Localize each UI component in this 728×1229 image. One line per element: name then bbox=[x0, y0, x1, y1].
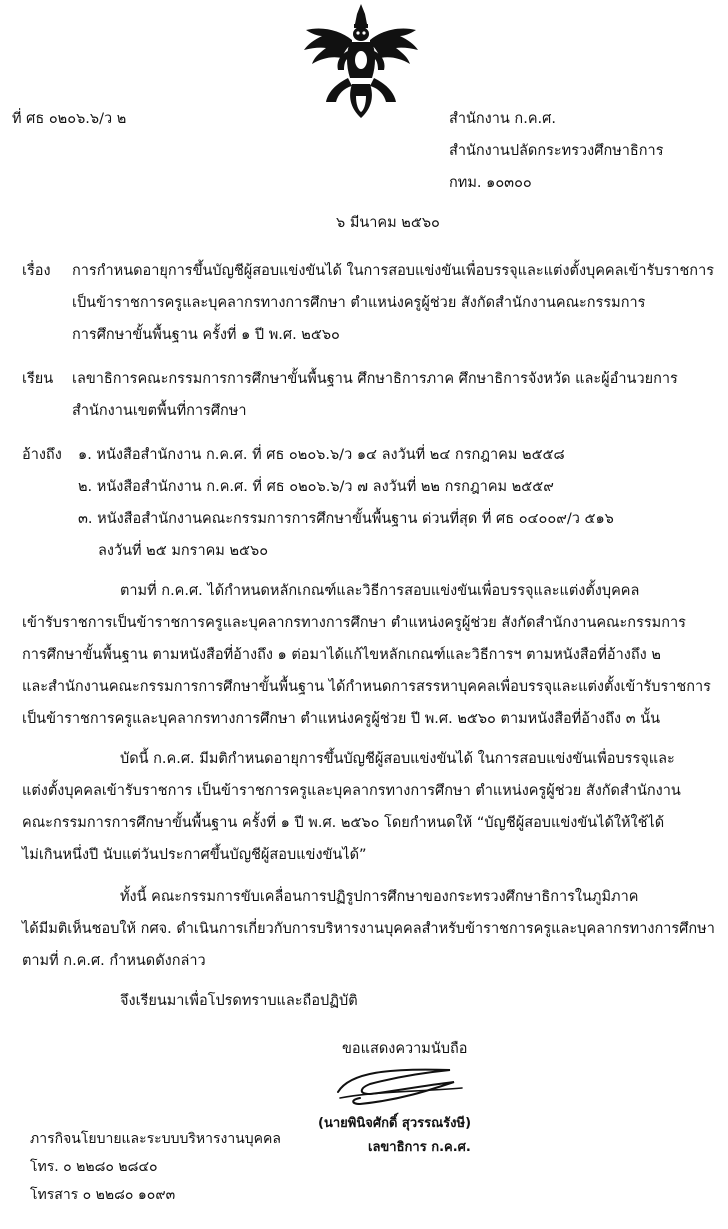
recipient-line: เลขาธิการคณะกรรมการการศึกษาขั้นพื้นฐาน ศึกษาธิการภาค ศึกษาธิการจังหวัด และผู้อำนวยการ bbox=[72, 371, 678, 387]
body-paragraph-2-line: แต่งตั้งบุคคลเข้ารับราชการ เป็นข้าราชการครูและบุคลากรทางการศึกษา ตำแหน่งครูผู้ช่วย สังกัดสำนักงาน bbox=[22, 783, 681, 799]
reference-item: ๒. หนังสือสำนักงาน ก.ค.ศ. ที่ ศธ ๐๒๐๖.๖/ว ๗ ลงวันที่ ๒๒ กรกฎาคม ๒๕๕๙ bbox=[78, 479, 554, 495]
recipient-label: เรียน bbox=[22, 371, 54, 387]
body-paragraph-1-line: เป็นข้าราชการครูและบุคลากรทางการศึกษา ตำแหน่งครูผู้ช่วย ปี พ.ศ. ๒๕๖๐ ตามหนังสือที่อ้างถึง ๓ นั้น bbox=[22, 711, 661, 727]
footer-department: ภารกิจนโยบายและระบบบริหารงานบุคคล bbox=[30, 1131, 281, 1147]
body-paragraph-2-line: บัดนี้ ก.ค.ศ. มีมติกำหนดอายุการขึ้นบัญชีผู้สอบแข่งขันได้ ในการสอบแข่งขันเพื่อบรรจุและ bbox=[120, 751, 675, 767]
reference-item: ๓. หนังสือสำนักงานคณะกรรมการการศึกษาขั้นพื้นฐาน ด่วนที่สุด ที่ ศธ ๐๔๐๐๙/ว ๕๑๖ bbox=[78, 511, 614, 527]
address: กทม. ๑๐๓๐๐ bbox=[449, 175, 532, 191]
ministry-office: สำนักงานปลัดกระทรวงศึกษาธิการ bbox=[449, 143, 664, 159]
body-paragraph-1-line: และสำนักงานคณะกรรมการการศึกษาขั้นพื้นฐาน ได้กำหนดการสรรหาบุคคลเพื่อบรรจุและแต่งตั้งเข้ารับราชการ bbox=[22, 679, 711, 695]
body-paragraph-2-line: ไม่เกินหนึ่งปี นับแต่วันประกาศขึ้นบัญชีผู้สอบแข่งขันได้” bbox=[22, 847, 367, 863]
salutation: ขอแสดงความนับถือ bbox=[342, 1041, 468, 1057]
signer-name: (นายพินิจศักดิ์ สุวรรณรังษี) bbox=[318, 1116, 472, 1131]
body-paragraph-1-line: การศึกษาขั้นพื้นฐาน ตามหนังสือที่อ้างถึง ๑ ต่อมาได้แก้ไขหลักเกณฑ์และวิธีการฯ ตามหนังสือที่อ้างถึง ๒ bbox=[22, 647, 661, 663]
body-paragraph-3-line: ตามที่ ก.ค.ศ. กำหนดดังกล่าว bbox=[22, 953, 206, 969]
garuda-emblem-icon bbox=[300, 0, 422, 122]
recipient-line: สำนักงานเขตพื้นที่การศึกษา bbox=[72, 403, 247, 419]
body-paragraph-1-line: ตามที่ ก.ค.ศ. ได้กำหนดหลักเกณฑ์และวิธีการสอบแข่งขันเพื่อบรรจุและแต่งตั้งบุคคล bbox=[120, 583, 640, 599]
signer-title: เลขาธิการ ก.ค.ศ. bbox=[368, 1140, 471, 1155]
references-label: อ้างถึง bbox=[22, 447, 62, 463]
subject-line: การกำหนดอายุการขึ้นบัญชีผู้สอบแข่งขันได้ ในการสอบแข่งขันเพื่อบรรจุและแต่งตั้งบุคคลเข้ารับราชการ bbox=[72, 263, 714, 279]
reference-item: ๑. หนังสือสำนักงาน ก.ค.ศ. ที่ ศธ ๐๒๐๖.๖/ว ๑๔ ลงวันที่ ๒๔ กรกฎาคม ๒๕๕๘ bbox=[78, 447, 565, 463]
handwritten-signature-icon bbox=[330, 1062, 470, 1110]
agency-name: สำนักงาน ก.ค.ศ. bbox=[449, 111, 556, 127]
closing-request: จึงเรียนมาเพื่อโปรดทราบและถือปฏิบัติ bbox=[120, 993, 358, 1009]
subject-line: การศึกษาขั้นพื้นฐาน ครั้งที่ ๑ ปี พ.ศ. ๒๕๖๐ bbox=[72, 327, 340, 343]
body-paragraph-3-line: ทั้งนี้ คณะกรรมการขับเคลื่อนการปฏิรูปการศึกษาของกระทรวงศึกษาธิการในภูมิภาค bbox=[120, 889, 639, 905]
subject-label: เรื่อง bbox=[22, 263, 51, 279]
footer-fax: โทรสาร ๐ ๒๒๘๐ ๑๐๙๓ bbox=[30, 1187, 176, 1203]
body-paragraph-1-line: เข้ารับราชการเป็นข้าราชการครูและบุคลากรทางการศึกษา ตำแหน่งครูผู้ช่วย สังกัดสำนักงานคณะกรรมการ bbox=[22, 615, 686, 631]
document-date: ๖ มีนาคม ๒๕๖๐ bbox=[336, 215, 440, 231]
reference-number: ที่ ศธ ๐๒๐๖.๖/ว ๒ bbox=[12, 111, 127, 127]
footer-phone: โทร. ๐ ๒๒๘๐ ๒๘๔๐ bbox=[30, 1159, 158, 1175]
body-paragraph-3-line: ได้มีมติเห็นชอบให้ กศจ. ดำเนินการเกี่ยวกับการบริหารงานบุคคลสำหรับข้าราชการครูและบุคลากรทางการศึกษา bbox=[22, 921, 715, 937]
body-paragraph-2-line: คณะกรรมการการศึกษาขั้นพื้นฐาน ครั้งที่ ๑ ปี พ.ศ. ๒๕๖๐ โดยกำหนดให้ “บัญชีผู้สอบแข่งขันได้ให้ใช้ได้ bbox=[22, 815, 665, 831]
reference-item: ลงวันที่ ๒๕ มกราคม ๒๕๖๐ bbox=[98, 543, 269, 559]
subject-line: เป็นข้าราชการครูและบุคลากรทางการศึกษา ตำแหน่งครูผู้ช่วย สังกัดสำนักงานคณะกรรมการ bbox=[72, 295, 646, 311]
